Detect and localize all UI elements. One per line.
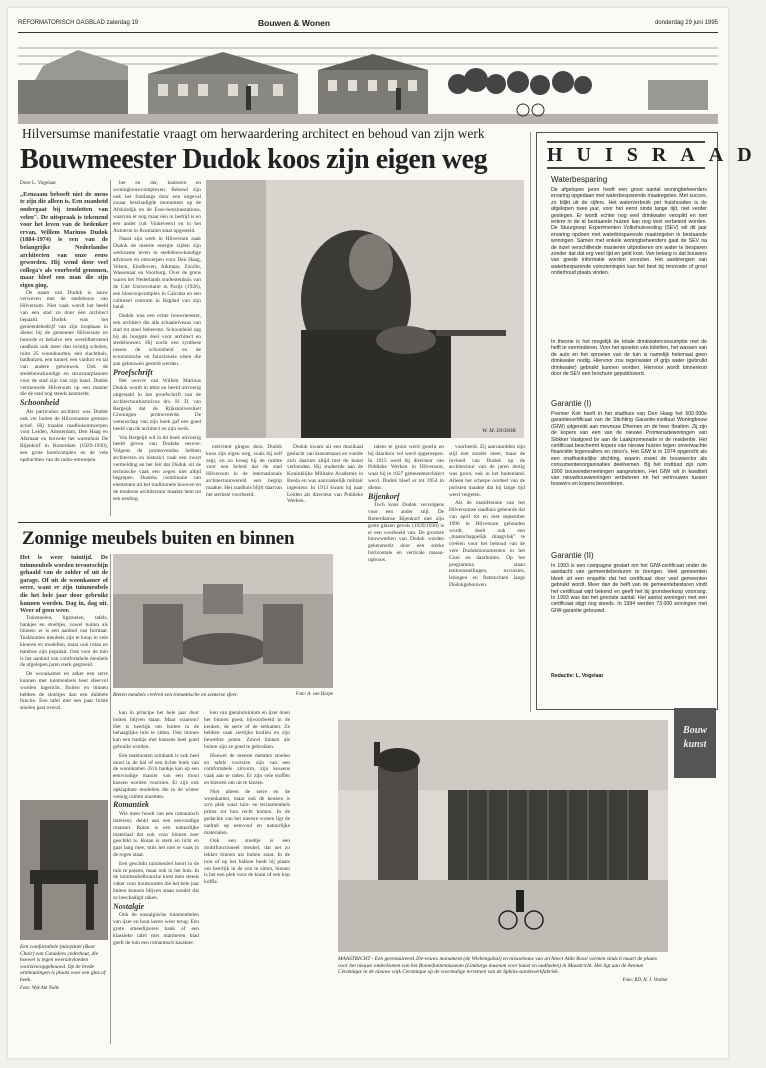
furniture-column-3: [204, 710, 290, 1046]
article-column-4: [287, 444, 363, 518]
bonnefanten-museum-photo: [338, 720, 668, 952]
article-paragraph: Als particulier architect was Dudok ook ver buiten de Hilversumse grenzen actief. Hij maakte raadhuisontwerpen voor Leiden, Amsterdam, Den Haag en Alkmaar en bouwde het warenhuis De Bijenkorf in Rotterdam (1929-1930), een grote hotelcomplex en de vele opdrachten van de radio-omroepen.: [20, 409, 108, 463]
article-paragraph: kan in principe het hele jaar door buiten blijven staan. Maar waarom? Het is heerlijk om buiten in de behaaglijke tuin te zitten. Ook binnen kan een bankje met kussens heel goed gebruikt worden.: [113, 710, 199, 750]
header-rule: [18, 32, 718, 33]
huisraad-sidebar: [536, 132, 766, 710]
rattan-illustration: [113, 554, 333, 688]
article-divider: [18, 522, 438, 523]
header-paper-name: REFORMATORISCH DAGBLAD zaterdag 19: [18, 20, 139, 26]
column-rule: [110, 554, 111, 1044]
article-paragraph: De naam van Dudok is nauw verweven met de stedebouw van Hilversum. Niet vaak wordt het beeld van een stad zo door één architect bepaald. Dudok was het gemeentebedrijf van zijn loopbaan in dienst bij de gemeente Hilversum en bouwde er behalve een wereldberoemd raadhuis ook meer dan twintig scholen, ruim 25 woonbuurten, een slachthuis, badhuizen, een tunnel, een viaduct en tal van andere gebouwen. Ook de stedebouwkundige en structuurplannen voor de stad zijn van zijn hand. Dudok vernieuwde Hilversum op een manier die de stad nog steeds kenmerkt.: [20, 289, 108, 398]
chair-caption: [20, 944, 108, 1016]
article-paragraph: Wie meer houdt van een romantisch interieur, denkt aan een eenvoudige rotanset. Rotan is een natuurlijke materiaal dat ook voor binnen zeer geschikt is. Rotan is sterk en licht en gaat lang mee, mits het niet te vaak in de regen staat.: [113, 811, 199, 858]
rattan-furniture-photo: [113, 554, 333, 688]
sidebar-heading-garantie-1: Garantie (I): [551, 399, 592, 408]
bonnefanten-photo-credit: Foto: RD, H. J. Vesthor: [622, 977, 668, 983]
chair-caption-text: Een comfortabele (tuin)stoel (Bear Chair) van Canadees cederhout, die hoewel is tegen weersinvloeden voorzien/opgebouwd. Op de brede armleuningen is plaats voor een glas of boek.: [20, 944, 106, 983]
article-paragraph: Het oeuvre van Willem Marinus Dudok wordt in tekst en beeld uitvoerig uitgestald in het proefschrift van de architectuurhistoricus drs. H. D. van Bergeijk dat de Rijksuniversiteit Groningen promoveerde. De wetenschap van zijn boek gaf een goed beeld van de architect en zijn werk.: [113, 378, 201, 432]
furniture-lead: Het is weer tuintijd. De tuinmeubels worden tevoorschijn gehaald van de zolder of uit de garage. Of uit de woonkamer of serre, want er zijn tuinmeubels die het hele jaar door gebruikt kunnen worden. Dag in, dag uit. Weer of geen weer.: [20, 554, 108, 615]
byline: Door L. Vogelaar: [20, 180, 56, 186]
chair-photo: [20, 800, 108, 940]
article-paragraph: Dudok was een echte bouwmeester, een architect die alle schaalniveaus van stad tot stoel beheerste. Schoonheid zag hij als hoogste doel voor architect en stedebouwer. Hij zocht een synthese tussen de schoonheid en de economische en functionele eisen die aan gebouwen gesteld werden.: [113, 313, 201, 367]
sidebar-text-garantie-1: Premier Kok heeft in het stadhuis van Den Haag het 500.000e garantiecertificaat van de Stichting Garantie-instituut Woningbouw (GIW) uitgereikt aan mevrouw Dhemen en de heer Ibrahim. Zij zijn de kopers van een van de nieuwe Promenadewoningen van Slokker Vastgoed bv aan de Laakpromenade in de residentie. Het certificaat beschermt kopers van nieuwe huizen tegen onverwachte financiële tegenvallers en risico's. Het GIW is in 1974 opgericht als een onafhankelijke stichting, waarin zowel de bouwsector als consumentenorganisaties deelnemen. Bij het instituut zijn ruim 1900 bouwondernemingen aangesloten. Het GIW wil in kwaliteit van nieuwbouwwoningen verbeteren en het vertrouwen tussen bouwers en kopers bevorderen.: [551, 411, 707, 488]
article-paragraph: her en der, kantoren en woningbouwcomplexen. Bekend zijn ook het fontlangs door een ongeval zwaar beschadigde monument op de Afsluitdijk en de Esso-benzinestations, waarvan er nog maar één in bedrijf is en een ander (uit Vinkeveen) en in het Autotron in Rosmalen staat opgesteld.: [113, 180, 201, 234]
museum-illustration: [338, 720, 668, 952]
running-header: [18, 18, 718, 30]
bouwkunst-label: Bouw kunst: [674, 708, 716, 778]
subheading-nostalgie: Nostalgie: [113, 901, 145, 911]
chair-photo-credit: Foto: Wyk Ant Nolte: [20, 985, 60, 991]
sidebar-heading-water: Waterbesparing: [551, 175, 608, 184]
furniture-column-2: [113, 710, 199, 1046]
article-paragraph: Toch koos Dudok vervolgens voor een ander stijl. De Rotterdamse Bijenkorf met zijn grote glazen gevels (1929/1930) is er een voorbeeld van. De grootste bouwwerken van Dudok worden gekenmerkt door een sterke horizontale en verticale massa-opbouw.: [368, 502, 444, 563]
article-paragraph: Tuinstoelen, ligstoelen, tafels, bankjes en stoeltjes, zowel buiten als binnen: er is een aanbod van formaat. Teakhouten meubels zijn te koop in vele kleuren en modellen, maar ook rotan en bamboe zijn populair. Ook voor de tuin is het aanbod van comfortabele meubels de afgelopen jaren sterk gegroeid.: [20, 614, 108, 669]
furniture-column-1: [20, 554, 108, 794]
bonnefanten-caption-text: MAASTRICHT - Een gerestaureerd 20e-eeuws monument (de Wiebengahal) en nieuwbouw van architect Aldo Rossi vormen sinds 6 maart de plaats voor het nieuwe onderkomen van het Bonnefantenmuseum (Limburgs museum voor kunst en oudheden) in Maastricht. Het ligt aan de Avenue Céramique in de nieuwe wijk Céramique op de voormalige terreinen van de Sphinx-aardewerkfabriek.: [338, 956, 657, 976]
article-paragraph: Van Bergeijk wil in dit boek uitvoerig beeld geven van Dudoks oeuvre. Volgens de promovendus hebben architecten en historici vaak een zwart vermelding en het feit dat Dudok uit de technische vaak een zegen niet altijd begrepen. Dudoks combinatie van elementen uit het traditionele bouwen en de moderne architectuur maakte hem tot een eenling.: [113, 434, 201, 502]
article-paragraph: talent te groot werd geacht en hij daardoor vol werd opgeroepen. In 1915 werd hij directeur van Publieke Werken in Hilversum, waar hij in 1927 gemeentearchitect werd. Dudok bleef er tot 1954 in dienst.: [368, 444, 444, 491]
newspaper-page: [8, 8, 766, 1058]
column-rule: [110, 180, 111, 516]
article-paragraph: De woonkamer en zeker een serre kunnen met tuinmeubels heel sfeervol worden ingericht. Buiten en binnen hebben de stoeltjes dan een dubbele functie. Een tafel met een paar lichte stoelen past overal.: [20, 671, 108, 712]
second-article-headline: Zonnige meubels buiten en binnen: [22, 528, 295, 549]
sidebar-credit: Redactie: L. Vogelaar: [551, 673, 604, 679]
article-paragraph: ken van gietaluminium en ijzer doen het binnen goed, bijvoorbeeld in de keuken, de serre of de eetkamer. Ze hebben vaak sierlijke krullen en zijn bewerkte poten. Zowel binnen als buiten zijn ze goed te gebruiken.: [204, 710, 290, 750]
section-banner-illustration: [18, 40, 718, 124]
subheading-bijenkorf: Bijenkorf: [368, 491, 400, 501]
article-column-3: [206, 444, 282, 518]
article-column-5: [368, 444, 444, 588]
article-column-6: [449, 444, 525, 668]
article-kicker: Hilversumse manifestatie vraagt om herwaardering architect en behoud van zijn werk: [22, 126, 485, 141]
sidebar-text-garantie-2: In 1993 is een campagne gestart om het GIW-certificaat onder de aandacht van gemeentebesturen te brengen. Veel gemeenten bleek uit een enquête dat het certificaat door veel gemeenten gebruikt wordt. Meer dan de helft van de gemeentebesturen vindt het certificaat wijd bekend en geeft het bij grondverkoop voorrang. In 1993 was dat het grootste aantal. Het aantal woningen met een certificaat stijgt nog steeds. In 1994 werden 73.000 woningen met GIW-garantie gebouwd.: [551, 563, 707, 614]
section-title: Bouwen & Wonen: [258, 18, 331, 28]
article-paragraph: Niet alleen de serre en de woonkamer, maar ook de keuken is zo'n plek waar tuin- en terrasmeubels prima tot hun recht komen. In de gedachte van het nieuwe wonen ligt de nadruk op eenvoud en natuurlijke materialen.: [204, 788, 290, 836]
article-headline: Bouwmeester Dudok koos zijn eigen weg: [20, 144, 488, 175]
article-paragraph: Als de manifestatie van het Hilversumse raadhuis gebeurde dat van april tot en met september 1996 in Hilversum gehouden wordt, deelt ook een „maatschappelijk draagvlak" te creëren voor het behoud van de vele Dudokmonumenten in het Gooi en daarbuiten. Op het programma staan tentoonstellingen, excursies, lezingen en fietstochten langs Dudokgebouwen.: [449, 500, 525, 588]
rattan-photo-credit: Foto: A. van Harpe: [295, 692, 333, 697]
subheading-romantiek: Romantiek: [113, 800, 150, 810]
article-paragraph: Dudok kwam uit een muzikaal geslacht van kunstenaars en voelde zich daarom altijd met de kunst verbonden. Hij studeerde aan de Koninklijke Militaire Academie in Breda en was aanvankelijk militair ingenieur. In 1913 kwam hij naar Leiden als directeur van Publieke Werken.: [287, 444, 363, 505]
article-paragraph: Een geschikt tuinmeubel hoort in de tuin te passen, maar ook in het huis. In de tuinmeubelbranche kiest men steeds vaker voor houtsoorten die het hele jaar buiten kunnen blijven staan zonder dat ze beschadigd raken.: [113, 860, 199, 901]
article-paragraph: Naast zijn werk in Hilversum zaak Dudok de meeste energie zijden zijn werkzame leven in stedebouwkundige adviezen en ontwerpen voor Den Haag, Velsen, Eindhoven, Alkmaar, Zwolle, Wassenaar en Voorburg. Over de grens waren het Nederlands studentenhuis van de Cité Universitaire in Parijs (1926), een bioscoopcomplex in Calcutta en een cultureel centrum in Bagdad van zijn hand.: [113, 236, 201, 311]
chair-illustration: [20, 800, 108, 940]
article-column-1: [20, 180, 108, 516]
dudok-portrait-photo: [206, 180, 524, 438]
street-illustration: [18, 40, 718, 124]
article-paragraph: notiviteit gingen door. Dudok koos zijn eigen weg, zoals hij zelf zegt, en zo kreeg hij de ruimte voor een beleid dat de stad Hilversum in de internationale architectuurwereld een begrip maakte. Het raadhuis blijft daarvan het sterkste voorbeeld.: [206, 444, 282, 498]
sidebar-title: HUISRAAD: [547, 141, 705, 169]
column-rule: [530, 132, 531, 712]
sidebar-text-water-2: In theorie is het mogelijk de totale drinkwaterconsumptie met de helft te verminderen. Voor het spoelen van toiletten, het wassen van de auto en het sproeien van de tuin is namelijk helemaal geen drinkwater nodig. Hiervoor zou regenwater of grijs water (gebruikt drinkwater) gebruikt kunnen worden. Hiervoor wordt binnenkort door de SEV een brochure gepubliceerd.: [551, 339, 708, 378]
portrait-credit: W. M. DUDOK: [482, 428, 516, 434]
rattan-caption: [113, 692, 333, 706]
rattan-caption-text: Rieten meubels creëren een romantische en zomerse sfeer.: [113, 692, 238, 698]
article-paragraph: Een teakhouten tuinbank is ook heel mooi in de hal of een lichte hoek van de woonkamer. Zo'n bankje kan op een eenvoudige manier van een mooi kussen worden voorzien. Er zijn ook opklapbare modellen die in de winter weinig ruimte innemen.: [113, 752, 199, 800]
header-date: donderdag 29 juni 1995: [654, 20, 718, 26]
article-paragraph: Ook de nostalgische tuinmeubelen van ijzer en hout keren weer terug. Een grote smeedijzeren bank of een klassieke tafel met marmeren blad geeft de tuin een romantisch karakter.: [113, 912, 199, 946]
subheading-proefschrift: Proefschrift: [113, 367, 153, 377]
sidebar-heading-garantie-2: Garantie (II): [551, 551, 594, 560]
portrait-illustration: [206, 180, 524, 438]
subheading-schoonheid: Schoonheid: [20, 398, 60, 408]
sidebar-text-water: De afgelopen jaren heeft een groot aantal woningbeheerders ervaring opgedaan met waterbesparende maatregelen. Met succes, zo blijkt uit de cijfers. Het waterverbruik per huishouden is de afgelopen twee jaar, voor het eerst sinds lange tijd, niet verder gestegen. Er wordt echter nog veel drinkwater verspild en niet iedere in de al bestaande huizen kan nog veel verbeterd worden. De Stuurgroep Experimenten Volkshuisvesting (SEV) wil dit jaar ervaring opdoen met waterbesparende maatregelen in bestaande woningen. Samen met enkele woningbeheerders gaat de SEV na de inzet verschillende manieren uitproberen om water te besparen zonder dat dat erg veel tijd en geld kost. Van belang is dat bouwers van goede informatie worden voorzien. Het aanbrengen van waterbesparende voorzieningen kan het best bij renovatie of groot onderhoud plaats vinden.: [551, 187, 707, 277]
article-paragraph: Ook een stoeltje is een multifunctioneel meubel, dat net zo lekker binnen als buiten staat. In de tuin of op het balkon biedt hij plaats om heerlijk in de zon te zitten, binnen is het een plek voor de krant of een kop koffie.: [204, 838, 290, 886]
article-paragraph: voorbeeld. Zij aanvaardden zijn stijl niet zonder meer, maar de invloed van Dudok op de architectuur van de jaren dertig was groot, ook in het buitenland. Alleen het scherpe oordeel van de puristen maakte dat hij lange tijd werd vergeten.: [449, 444, 525, 498]
article-paragraph: Hoewel de meeste metalen stoelen en tafels voorzien zijn van een comfortabele zitvorm, zijn kussens vaak aan te raden. Er zijn vele stoffen en kleuren om uit te kiezen.: [204, 752, 290, 786]
bonnefanten-caption: [338, 956, 668, 1012]
article-column-2: [113, 180, 201, 516]
article-lead: „Eenzaam beboeft niet de mens te zijn die alleen is. Een zuanheid ondergaat bij tenslotten van velen". De uitspraak is tekenend voor het leven van de bedenker ervan, Willem Marinus Dudok (1884-1974) is een van de belangrijke Nederlandse architecten van onze eeuw geworden. Hij wend door veel collega's als voorbeeld genomen, maar bleef een man die zijn eigen ging.: [20, 190, 108, 289]
